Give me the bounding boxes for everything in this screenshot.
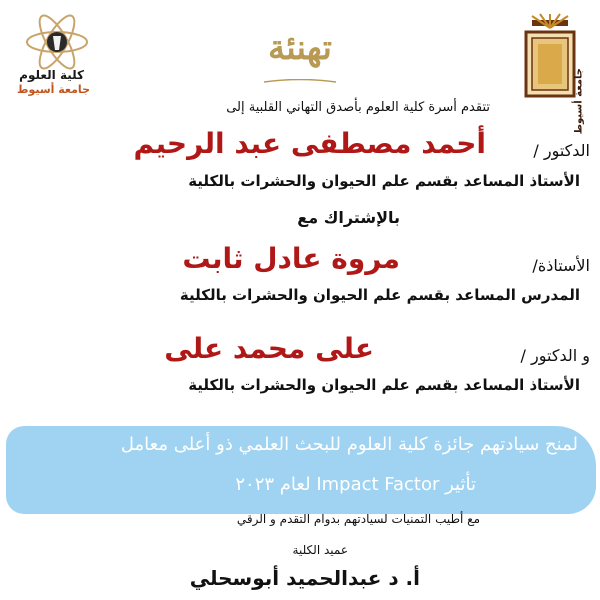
honoree-3-title: و الدكتور / <box>520 346 590 365</box>
university-logo <box>518 12 584 135</box>
wishes-text: مع أطيب التمنيات لسيادتهم بدوام التقدم و الرقي <box>236 512 480 526</box>
honoree-3-position: الأستاذ المساعد بقسم علم الحيوان والحشرات بالكلية <box>188 376 580 394</box>
honoree-1-position: الأستاذ المساعد بقسم علم الحيوان والحشرات بالكلية <box>188 172 580 190</box>
intro-text: تتقدم أسرة كلية العلوم بأصدق التهاني القلبية إلى <box>226 100 490 115</box>
university-name: جامعة أسيوط <box>573 68 584 135</box>
page-title: تهنئة <box>268 28 332 68</box>
dean-title: عميد الكلية <box>292 543 348 557</box>
joint-text: بالإشتراك مع <box>297 208 400 227</box>
faculty-university: جامعة أسيوط <box>17 83 90 96</box>
award-banner <box>6 426 596 514</box>
dean-signature: أ. د عبدالحميد أبوسحلي <box>189 566 420 590</box>
honoree-3-name: على محمد على <box>164 332 374 365</box>
honoree-1-title: الدكتور / <box>533 141 590 160</box>
honoree-2-position: المدرس المساعد بقسم علم الحيوان والحشرات بالكلية <box>179 286 580 304</box>
honoree-2-title: الأستاذة/ <box>532 256 590 275</box>
honoree-2-name: مروة عادل ثابت <box>182 242 400 275</box>
banner-line-2-prefix: تأثير <box>445 474 476 495</box>
banner-line-2-suffix: لعام ٢٠٢٣ <box>235 474 311 495</box>
title-ornament <box>262 70 338 76</box>
banner-line-1: لمنح سيادتهم جائزة كلية العلوم للبحث العلمي ذو أعلى معامل <box>120 434 578 455</box>
faculty-name: كلية العلوم <box>19 68 84 82</box>
impact-factor-label: Impact Factor <box>316 474 440 495</box>
honoree-1-name: أحمد مصطفى عبد الرحيم <box>133 127 486 160</box>
atom-icon <box>18 14 96 70</box>
banner-line-2 <box>235 474 476 495</box>
faculty-logo <box>18 14 96 98</box>
